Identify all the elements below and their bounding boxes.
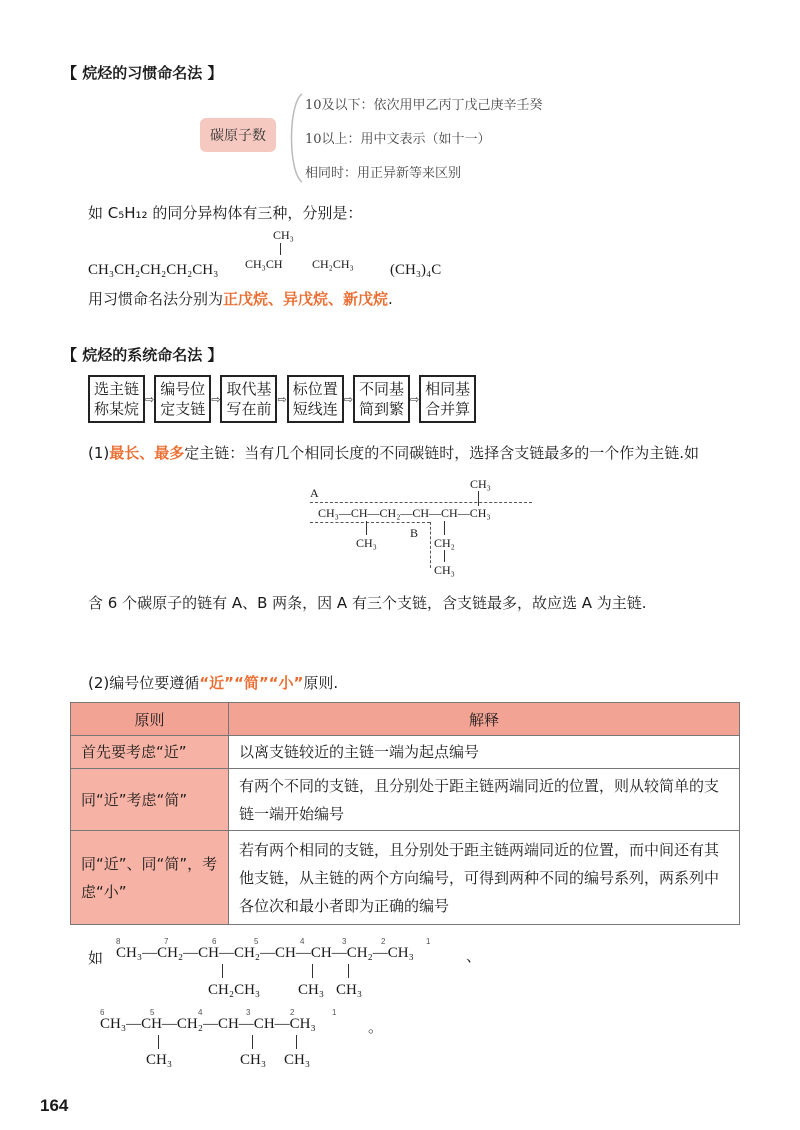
arrow-icon: ⇨ (409, 392, 420, 406)
step-box-2 (154, 375, 211, 423)
rule1-prefix: (1) (88, 444, 110, 462)
position-number: 6 (100, 1008, 105, 1017)
position-number: 1 (332, 1008, 337, 1017)
isomer-intro: 如 C₅H₁₂ 的同分异构体有三种，分别是： (88, 204, 363, 222)
position-number: 4 (198, 1008, 203, 1017)
position-number: 3 (246, 1008, 251, 1017)
rule1-highlight: 最长、最多 (109, 444, 185, 462)
example2-bond (158, 1035, 159, 1049)
step-2-line-2: 定支链 (160, 400, 206, 418)
example2-suffix: 。 (368, 1020, 384, 1036)
table-cell-explain: 有两个不同的支链，且分别处于距主链两端同近的位置，则从较简单的支链一端开始编号 (229, 769, 740, 831)
step-1-line-2: 称某烷 (94, 400, 140, 418)
isomer-neopentane: (CH₃)₄C (390, 262, 442, 278)
common-names-line (88, 288, 393, 309)
arrow-icon: ⇨ (211, 392, 221, 406)
example2-main-chain: CH₃—CH—CH₂—CH—CH—CH₃ (100, 1016, 316, 1032)
chain-a-dashed-line (310, 502, 532, 503)
example2-branch: CH₃ (284, 1052, 311, 1068)
table-cell-explain: 以离支链较近的主链一端为起点编号 (229, 736, 740, 769)
brace-decoration (282, 92, 306, 184)
step-5-line-1: 不同基 (358, 380, 404, 398)
common-names-prefix: 用习惯命名法分别为 (88, 290, 224, 308)
table-header-explain: 解释 (229, 703, 740, 736)
rule1-conclusion: 含 6 个碳原子的链有 A、B 两条，因 A 有三个支链，含支链最多，故应选 A 为主链. (88, 594, 647, 612)
isomer2-bond (280, 243, 281, 255)
common-names-highlight: 正戊烷、异戊烷、新戊烷 (223, 290, 389, 308)
table-header-principle: 原则 (71, 703, 229, 736)
isomer2-main: CH₃CH (245, 257, 283, 271)
example1-bond (222, 964, 223, 978)
example1-bond (312, 964, 313, 978)
struct1-left-bond (366, 521, 367, 535)
chain-b-dashed-line-v (430, 522, 431, 568)
naming-rule-2: 10以上：用中文表示（如十一） (305, 132, 491, 147)
chain-label-b: B (410, 526, 419, 540)
example2-bond (296, 1035, 297, 1049)
table-row (71, 769, 740, 831)
example1-branch: CH₃ (336, 982, 363, 998)
naming-steps-flow (88, 375, 476, 423)
step-6-line-1: 相同基 (425, 380, 471, 398)
common-names-suffix: . (388, 290, 393, 308)
example2-branch: CH₃ (240, 1052, 267, 1068)
struct1-branch-left: CH₃ (356, 536, 377, 550)
struct1-top-branch: CH₃ (470, 477, 491, 491)
position-number: 1 (426, 937, 431, 946)
step-box-6 (419, 375, 476, 423)
table-cell-principle: 首先要考虑“近” (71, 736, 229, 769)
arrow-icon: ⇨ (277, 392, 287, 406)
step-2-line-1: 编号位 (160, 380, 206, 398)
arrow-icon: ⇨ (343, 392, 353, 406)
table-header-row (71, 703, 740, 736)
carbon-count-label: 碳原子数 (200, 118, 276, 152)
struct1-top-bond (478, 491, 479, 506)
struct1-branch-mid2: CH₃ (434, 563, 455, 577)
section-title-common-naming: 【 烷烃的习惯命名法 】 (62, 64, 223, 82)
example2-branch: CH₃ (146, 1052, 173, 1068)
isomer2-top-group: CH₃ (273, 228, 294, 242)
step-box-5 (353, 375, 410, 423)
position-number: 4 (300, 937, 305, 946)
example1-suffix: 、 (466, 949, 482, 965)
struct1-mid-bond-1 (444, 521, 445, 535)
position-number: 8 (116, 937, 121, 946)
page-number: 164 (40, 1096, 69, 1115)
step-box-3 (220, 375, 277, 423)
table-row (71, 831, 740, 925)
struct1-branch-mid1: CH₂ (434, 536, 455, 550)
isomer-n-pentane: CH₃CH₂CH₂CH₂CH₃ (88, 262, 219, 278)
step-4-line-1: 标位置 (292, 380, 338, 398)
section-title-systematic-naming: 【 烷烃的系统命名法 】 (62, 346, 223, 364)
rule2-prefix: (2)编号位要遵循 (88, 674, 200, 692)
table-cell-principle: 同“近”、同“简”，考虑“小” (71, 831, 229, 925)
naming-rule-3: 相同时：用正异新等来区别 (305, 166, 462, 181)
chain-label-a: A (310, 486, 319, 500)
arrow-icon: ⇨ (145, 392, 155, 406)
rule1-line (88, 442, 699, 463)
example2-bond (252, 1035, 253, 1049)
step-6-line-2: 合并算 (425, 400, 471, 418)
example-prefix: 如 (88, 949, 104, 967)
chain-b-dashed-line-h (310, 522, 430, 523)
example1-branch: CH₃ (298, 982, 325, 998)
table-row (71, 736, 740, 769)
step-box-4 (287, 375, 344, 423)
position-number: 2 (381, 937, 386, 946)
step-box-1 (88, 375, 145, 423)
naming-rule-1: 10及以下：依次用甲乙丙丁戊己庚辛壬癸 (305, 98, 543, 113)
step-5-line-2: 简到繁 (358, 400, 404, 418)
step-3-line-2: 写在前 (226, 400, 272, 418)
step-1-line-1: 选主链 (94, 380, 140, 398)
position-number: 6 (212, 937, 217, 946)
struct1-mid-bond-2 (444, 550, 445, 562)
example1-main-chain: CH₃—CH₂—CH—CH₂—CH—CH—CH₂—CH₃ (116, 945, 414, 961)
isomer2-side: CH₂CH₃ (312, 257, 354, 271)
step-4-line-2: 短线连 (292, 400, 338, 418)
position-number: 5 (254, 937, 259, 946)
rule2-line (88, 672, 338, 693)
position-number: 2 (290, 1008, 295, 1017)
example1-branch: CH₂CH₃ (208, 982, 261, 998)
table-cell-explain: 若有两个相同的支链，且分别处于距主链两端同近的位置，而中间还有其他支链，从主链的两个方向编号，可得到两种不同的编号系列，两系列中各位次和最小者即为正确的编号 (229, 831, 740, 925)
rule2-highlight: “近”“简”“小” (199, 674, 304, 692)
position-number: 7 (164, 937, 169, 946)
table-cell-principle: 同“近”考虑“简” (71, 769, 229, 831)
position-number: 5 (150, 1008, 155, 1017)
numbering-rules-table (70, 702, 740, 925)
struct1-main-chain: CH₃—CH—CH₂—CH—CH—CH₃ (318, 506, 491, 520)
rule1-text: 定主链：当有几个相同长度的不同碳链时，选择含支链最多的一个作为主链.如 (184, 444, 700, 462)
example1-bond (348, 964, 349, 978)
step-3-line-1: 取代基 (226, 380, 272, 398)
position-number: 3 (342, 937, 347, 946)
rule2-suffix: 原则. (303, 674, 339, 692)
